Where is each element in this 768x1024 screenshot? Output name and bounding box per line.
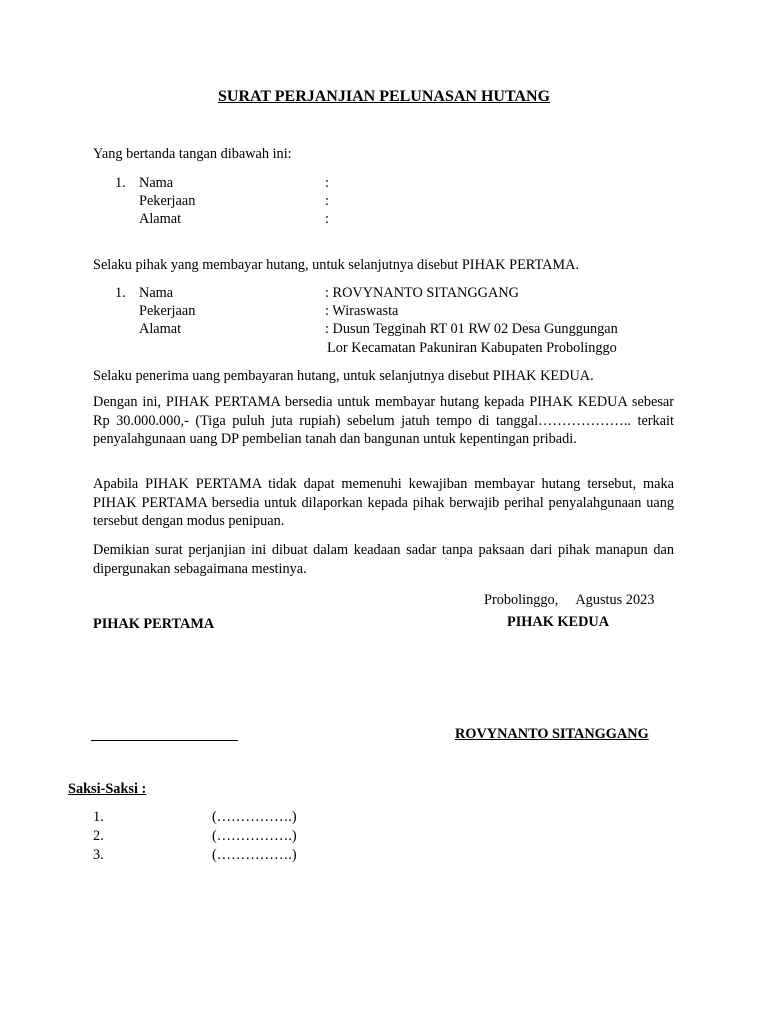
party1-label-address: Alamat [139,211,182,227]
party1-value-name: : [325,175,329,191]
signature-name-second-party: ROVYNANTO SITANGGANG [455,726,649,742]
witness-blank: (…………….) [212,828,297,844]
party2-role-text: Selaku penerima uang pembayaran hutang, untuk selanjutnya disebut PIHAK KEDUA. [93,368,594,384]
party2-number: 1. [115,285,126,301]
place-date: Probolinggo, Agustus 2023 [484,592,655,608]
party1-label-job: Pekerjaan [139,193,196,209]
party1-value-address: : [325,211,329,227]
party2-value-job: : Wiraswasta [325,303,399,319]
signature-label-first-party: PIHAK PERTAMA [93,616,215,632]
witness-blank: (…………….) [212,847,297,863]
party1-role-text: Selaku pihak yang membayar hutang, untuk selanjutnya disebut PIHAK PERTAMA. [93,257,580,273]
party1-label-name: Nama [139,175,174,191]
paragraph-payment: Dengan ini, PIHAK PERTAMA bersedia untuk membayar hutang kepada PIHAK KEDUA sebesar Rp 30.000.000,- (Tiga puluh juta rupiah) sebelum jatuh tempo di tanggal……………….. terkait penyalahgunaan uang DP pembelian tanah dan bangunan untuk kepentingan pribadi. [93,394,674,447]
party1-value-job: : [325,193,329,209]
party2-value-address: : Dusun Tegginah RT 01 RW 02 Desa Gunggungan [325,321,618,337]
party2-value-name: : ROVYNANTO SITANGGANG [325,285,519,301]
party1-number: 1. [115,175,126,191]
paragraph-default: Apabila PIHAK PERTAMA tidak dapat memenuhi kewajiban membayar hutang tersebut, maka PIHAK PERTAMA bersedia untuk dilaporkan kepada pihak berwajib perihal penyalahgunaan uang tersebut dengan modus penipuan. [93,476,674,529]
witness-number: 2. [93,828,104,844]
party2-label-job: Pekerjaan [139,303,196,319]
witness-number: 3. [93,847,104,863]
party2-value-address-line2: Lor Kecamatan Pakuniran Kabupaten Probolinggo [327,340,617,356]
witness-blank: (…………….) [212,809,297,825]
paragraph-closing: Demikian surat perjanjian ini dibuat dalam keadaan sadar tanpa paksaan dari pihak manapun dan dipergunakan sebagaimana mestinya. [93,542,674,577]
party2-label-address: Alamat [139,321,182,337]
party2-label-name: Nama [139,285,174,301]
signature-line-first-party [91,740,238,741]
intro-text: Yang bertanda tangan dibawah ini: [93,146,292,162]
signature-label-second-party: PIHAK KEDUA [507,614,610,630]
witness-number: 1. [93,809,104,825]
document-title: SURAT PERJANJIAN PELUNASAN HUTANG [217,88,551,105]
witnesses-heading: Saksi-Saksi : [68,781,147,797]
